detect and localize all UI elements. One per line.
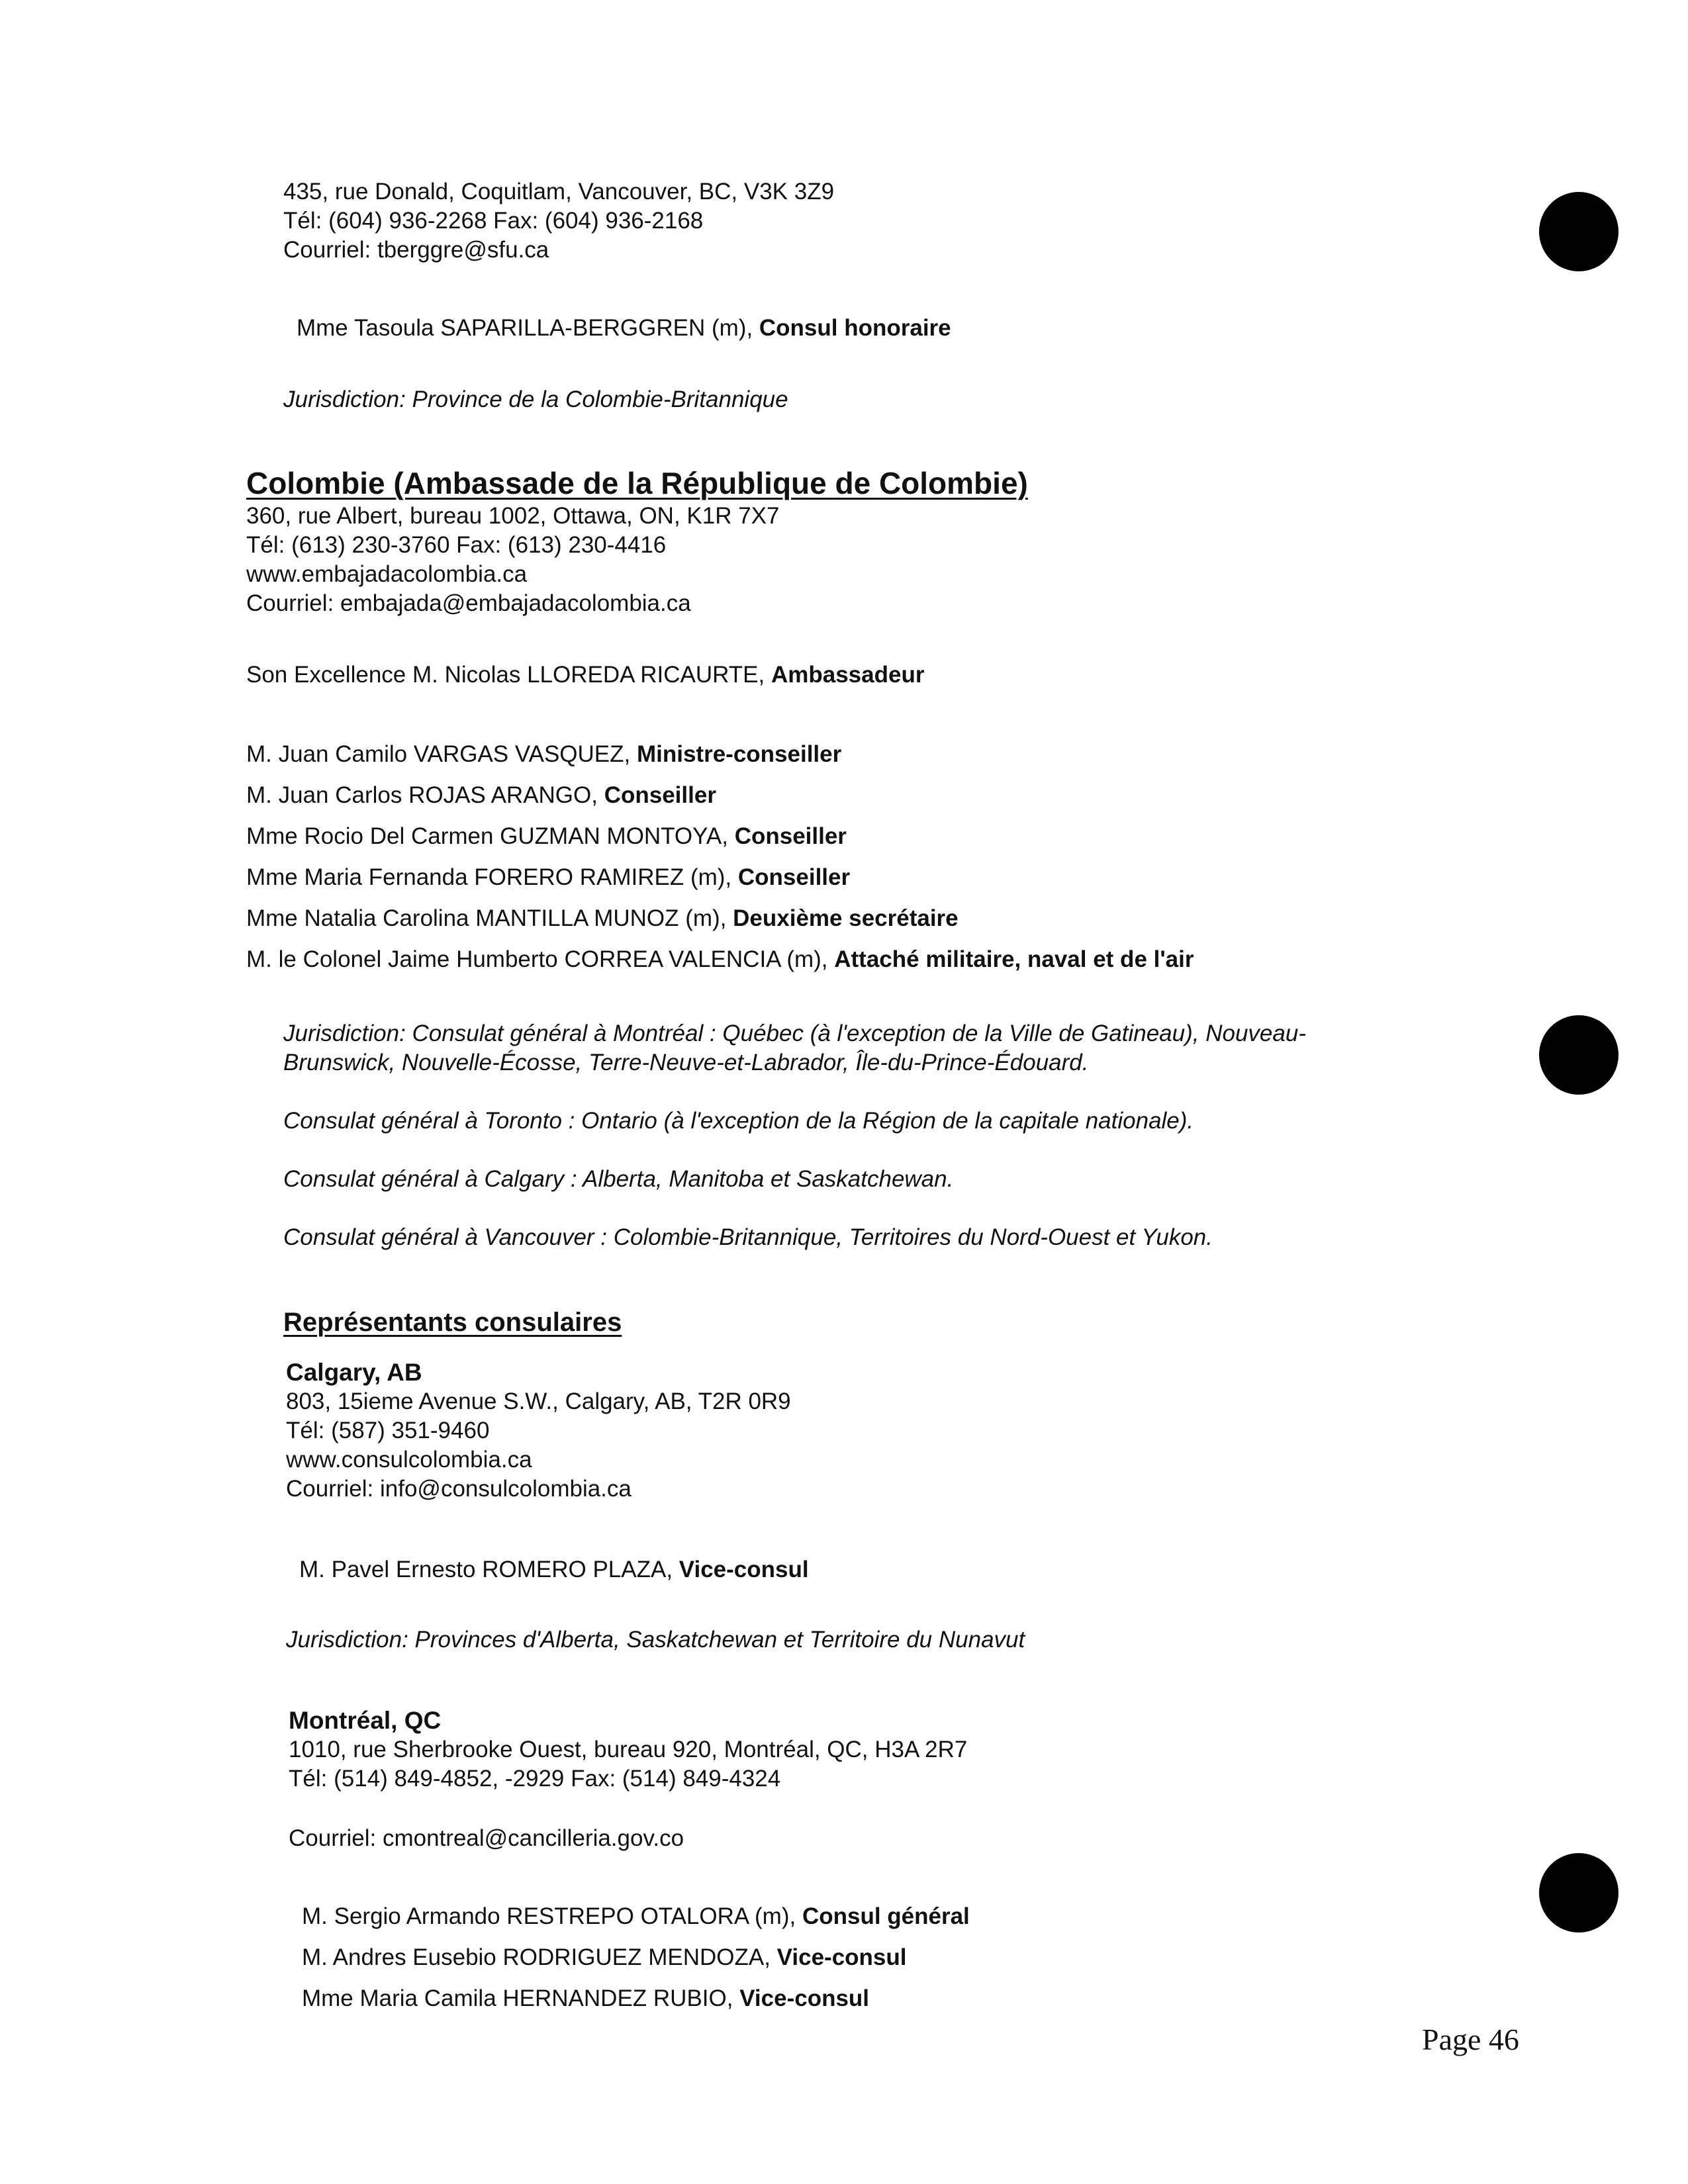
jurisdiction-line: Consulat général à Vancouver : Colombie-Britannique, Territoires du Nord-Ouest et Yukon.	[283, 1224, 1213, 1250]
staff-entry	[302, 1943, 907, 1972]
staff-entry	[302, 1984, 869, 2013]
punch-hole	[1539, 1853, 1618, 1933]
city-heading: Montréal, QC	[289, 1707, 442, 1734]
person-name: M. Andres Eusebio RODRIGUEZ MENDOZA,	[302, 1944, 777, 1970]
person-name: M. Pavel Ernesto ROMERO PLAZA,	[299, 1557, 679, 1582]
email-line: Courriel: embajada@embajadacolombia.ca	[246, 590, 691, 616]
website-line: www.embajadacolombia.ca	[246, 561, 528, 587]
person-name: Mme Maria Camila HERNANDEZ RUBIO,	[302, 1985, 740, 2011]
staff-entry	[246, 781, 716, 810]
person-title: Conseiller	[737, 864, 851, 890]
address-line: 803, 15ieme Avenue S.W., Calgary, AB, T2R 0R9	[286, 1388, 791, 1414]
phone-fax-line: Tél: (613) 230-3760 Fax: (613) 230-4416	[246, 532, 667, 558]
jurisdiction-line: Jurisdiction: Provinces d'Alberta, Saskatchewan et Territoire du Nunavut	[286, 1627, 1025, 1653]
person-entry	[297, 314, 951, 343]
person-title: Vice-consul	[776, 1944, 907, 1970]
person-name: Son Excellence M. Nicolas LLOREDA RICAURTE,	[246, 662, 771, 688]
person-title: Ministre-conseiller	[636, 741, 842, 767]
person-name: M. le Colonel Jaime Humberto CORREA VALENCIA (m),	[246, 946, 835, 972]
person-title: Vice-consul	[679, 1557, 809, 1582]
jurisdiction-text: Province de la Colombie-Britannique	[405, 387, 788, 412]
jurisdiction-label: Jurisdiction:	[283, 387, 406, 412]
punch-hole	[1539, 192, 1618, 271]
person-title: Attaché militaire, naval et de l'air	[834, 946, 1194, 972]
phone-fax-line: Tél: (604) 936-2268 Fax: (604) 936-2168	[283, 208, 704, 234]
staff-entry	[246, 904, 959, 933]
jurisdiction-line: Consulat général à Toronto : Ontario (à l'exception de la Région de la capitale nationale).	[283, 1108, 1194, 1134]
email-line: Courriel: info@consulcolombia.ca	[286, 1476, 632, 1502]
section-heading-colombie: Colombie (Ambassade de la République de Colombie)	[246, 466, 1028, 500]
page-number: Page 46	[1422, 2023, 1519, 2056]
address-line: 1010, rue Sherbrooke Ouest, bureau 920, Montréal, QC, H3A 2R7	[289, 1737, 968, 1762]
jurisdiction-line: Brunswick, Nouvelle-Écosse, Terre-Neuve-et-Labrador, Île-du-Prince-Édouard.	[283, 1050, 1089, 1075]
person-name: M. Sergio Armando RESTREPO OTALORA (m),	[302, 1903, 802, 1929]
person-name: Mme Maria Fernanda FORERO RAMIREZ (m),	[246, 864, 738, 890]
ambassador-entry	[246, 660, 924, 690]
jurisdiction-line: Jurisdiction: Consulat général à Montréal : Québec (à l'exception de la Ville de Gatineau), Nouveau-	[283, 1021, 1306, 1046]
staff-entry	[246, 945, 1194, 974]
staff-entry	[302, 1902, 970, 1931]
address-line: 435, rue Donald, Coquitlam, Vancouver, BC, V3K 3Z9	[283, 179, 835, 205]
person-name: Mme Rocio Del Carmen GUZMAN MONTOYA,	[246, 823, 735, 849]
person-name: M. Juan Carlos ROJAS ARANGO,	[246, 782, 604, 808]
staff-entry	[246, 822, 847, 851]
punch-hole	[1539, 1015, 1618, 1095]
person-title: Vice-consul	[739, 1985, 870, 2011]
person-title: Conseiller	[734, 823, 847, 849]
email-line: Courriel: tberggre@sfu.ca	[283, 237, 549, 263]
staff-entry	[246, 863, 850, 892]
email-line: Courriel: cmontreal@cancilleria.gov.co	[289, 1825, 684, 1851]
person-name: Mme Natalia Carolina MANTILLA MUNOZ (m),	[246, 905, 733, 931]
jurisdiction-line	[283, 385, 788, 414]
person-name: M. Juan Camilo VARGAS VASQUEZ,	[246, 741, 637, 767]
person-title: Conseiller	[604, 782, 716, 808]
staff-entry	[246, 740, 841, 769]
person-title: Consul général	[802, 1903, 970, 1929]
city-heading: Calgary, AB	[286, 1359, 422, 1386]
phone-fax-line: Tél: (514) 849-4852, -2929 Fax: (514) 849-4324	[289, 1766, 781, 1792]
person-title: Ambassadeur	[771, 662, 925, 688]
person-name: Mme Tasoula SAPARILLA-BERGGREN (m),	[297, 315, 759, 341]
person-title: Deuxième secrétaire	[733, 905, 959, 931]
section-heading-consulaires: Représentants consulaires	[283, 1308, 622, 1337]
phone-line: Tél: (587) 351-9460	[286, 1418, 490, 1443]
jurisdiction-line: Consulat général à Calgary : Alberta, Manitoba et Saskatchewan.	[283, 1166, 954, 1192]
person-entry	[299, 1555, 809, 1584]
website-line: www.consulcolombia.ca	[286, 1447, 532, 1473]
address-line: 360, rue Albert, bureau 1002, Ottawa, ON, K1R 7X7	[246, 503, 780, 529]
person-title: Consul honoraire	[759, 315, 951, 341]
